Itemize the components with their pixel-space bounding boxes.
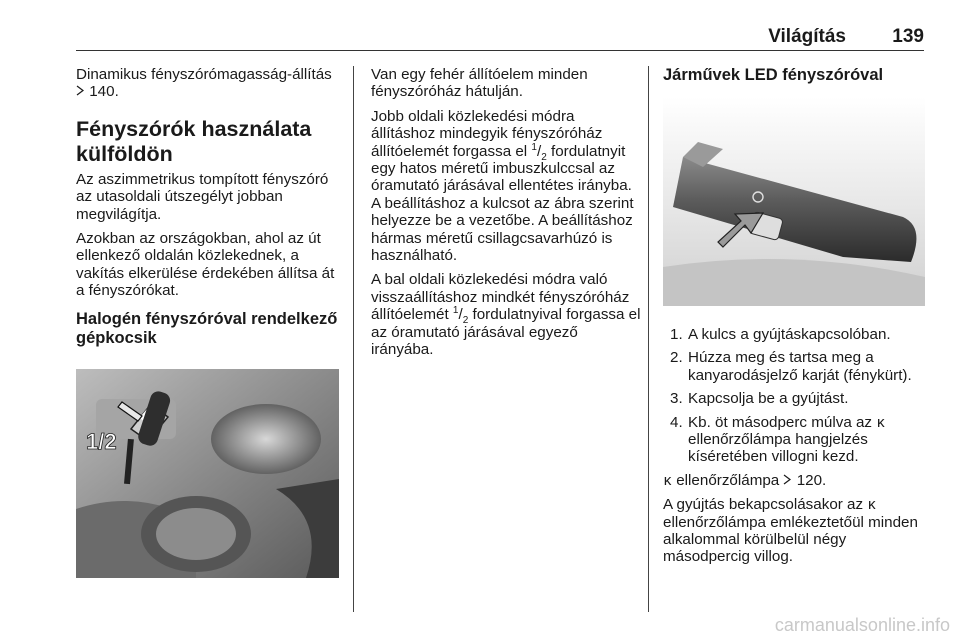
page-reference[interactable]: 120. <box>796 471 827 489</box>
paragraph-asymmetric: Az aszimmetrikus tompított fényszóró az utasoldali útszegélyt jobban megvilágítja. <box>76 170 329 223</box>
paragraph-dynamic-leveling: Dinamikus fényszórómagasság-állítás 140. <box>76 66 332 101</box>
reference-arrow-icon <box>783 472 792 489</box>
paragraph-left-hand-traffic: A bal oldali közlekedési módra való visszaállításhoz mindkét fényszóróház állítóelemét $^1/_2$ fordulatnyival forgassa el az óramutató járásával egyező irányába. <box>371 271 641 359</box>
heading-led: Járművek LED fényszóróval <box>663 66 884 84</box>
list-item: 4. Kb. öt másodperc múlva az ĸ ellenőrzőlámpa hangjelzés kíséretében villogni kezd. <box>670 413 885 466</box>
page-header <box>76 26 924 51</box>
halogen-headlight-figure <box>76 369 339 578</box>
column-divider <box>353 66 354 612</box>
step-list <box>663 326 929 466</box>
list-item: 2. Húzza meg és tartsa meg a kanyarodásjelző karját (fénykürt). <box>670 349 912 384</box>
paragraph-white-adjuster: Van egy fehér állítóelem minden fényszóróház hátulján. <box>371 66 588 101</box>
list-item: 1. A kulcs a gyújtáskapcsolóban. <box>670 326 891 343</box>
paragraph-ignition-reminder: A gyújtás bekapcsolásakor az ĸ ellenőrzőlámpa emlékeztetőül minden alkalommal körülbelül négy másodpercig villog. <box>663 496 918 566</box>
column-divider <box>648 66 649 612</box>
heading-abroad: Fényszórók használata külföldön <box>76 116 312 166</box>
reference-arrow-icon <box>76 83 85 100</box>
lamp-icon: ĸ <box>663 471 672 489</box>
section-title: Világítás <box>768 26 846 47</box>
led-steps-block <box>663 318 929 573</box>
figure-label: 1/2 <box>86 429 117 454</box>
led-stalk-figure <box>663 97 925 306</box>
lamp-icon: ĸ <box>876 413 885 431</box>
page-number: 139 <box>892 26 924 47</box>
paragraph-lamp-reference: ĸ ellenőrzőlámpa 120. <box>663 471 827 489</box>
watermark: carmanualsonline.info <box>774 615 950 635</box>
column-left <box>76 66 344 354</box>
paragraph-countries: Azokban az országokban, ahol az út ellenkező oldalán közlekednek, a vakítás elkerülése érdekében állítsa át a fényszórókat. <box>76 230 335 300</box>
list-item: 3. Kapcsolja be a gyújtást. <box>670 390 849 408</box>
column-middle <box>371 66 641 366</box>
heading-halogen: Halogén fényszóróval rendelkező gépkocsik <box>76 309 338 347</box>
paragraph-right-hand-traffic: Jobb oldali közlekedési módra állításhoz mindegyik fényszóróház állítóelemét forgassa el $^1/_2$ fordulatnyit egy hatos méretű imbuszkulccsal az óramutató járásával ellentétes irányba. A beállításhoz a kulcsot az ábra szerint helyezze be a vezetőbe. A beállításhoz hármas méretű csillagcsavarhúzó is használható. <box>371 107 634 265</box>
lamp-icon: ĸ <box>868 496 876 514</box>
page-reference[interactable]: 140. <box>89 83 119 101</box>
column-right <box>663 66 929 91</box>
